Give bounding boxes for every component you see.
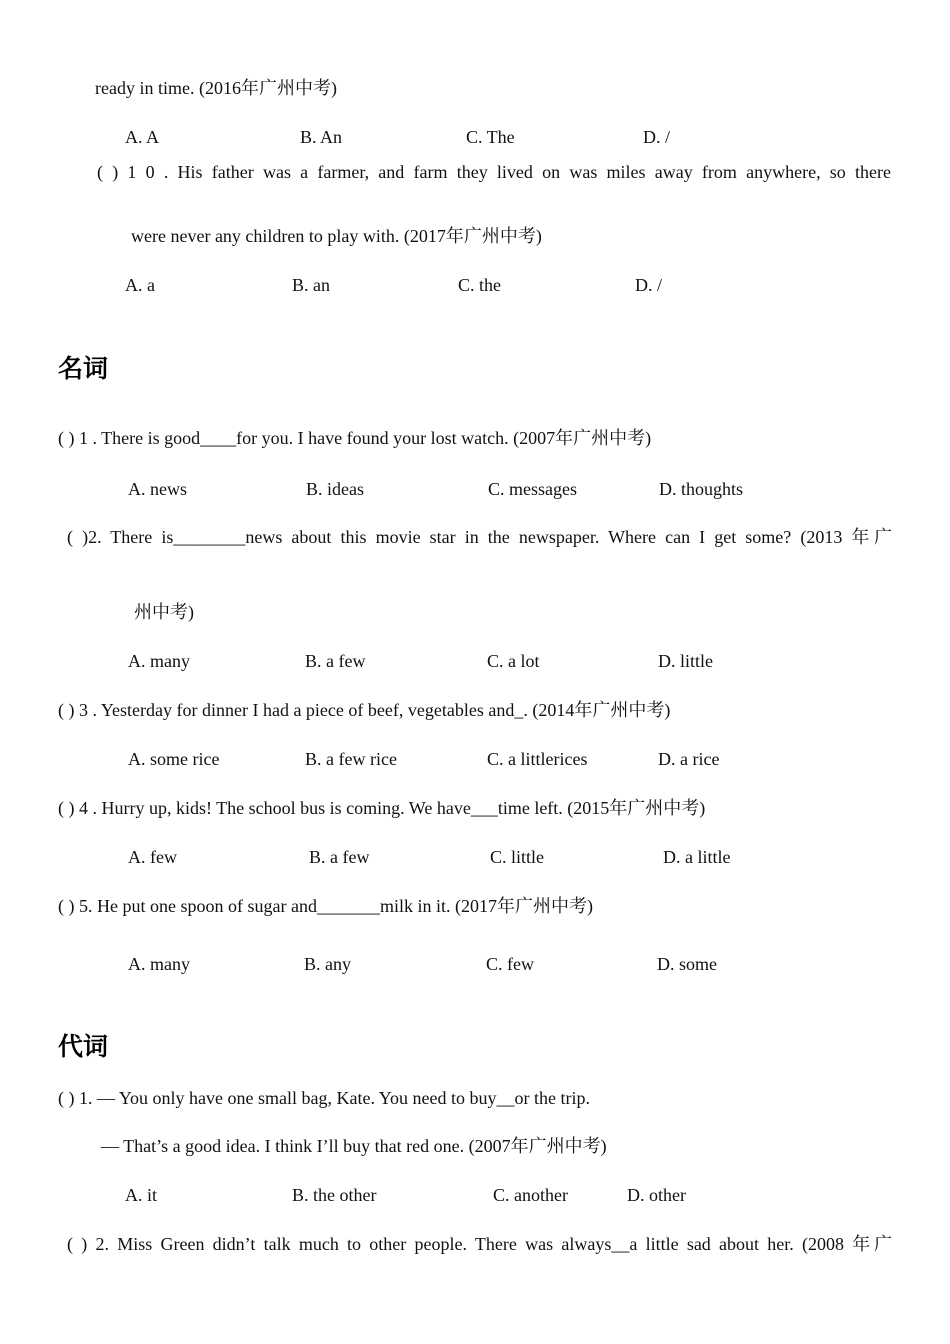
option-b: B. a few rice — [305, 749, 397, 769]
option-d: D. / — [643, 127, 670, 147]
option-c: C. few — [486, 954, 534, 974]
question-text: ( ) 2. Miss Green didn’t talk much to other people. There was always__a little sad about her. (2008 年广 — [67, 1234, 892, 1254]
option-a: A. a — [125, 275, 155, 295]
question-text: ( ) 1 0 . His father was a farmer, and farm they lived on was miles away from anywhere, so there — [97, 162, 891, 182]
option-a: A. it — [125, 1185, 158, 1205]
option-a: A. some rice — [128, 749, 220, 769]
question-text: ( ) 4 . Hurry up, kids! The school bus is coming. We have___time left. (2015年广州中考) — [58, 798, 706, 818]
option-b: B. the other — [292, 1185, 377, 1205]
option-a: A. many — [128, 651, 190, 671]
question-text: ( ) 5. He put one spoon of sugar and_______milk in it. (2017年广州中考) — [58, 896, 593, 916]
option-a: A. news — [128, 479, 187, 499]
option-a: A. few — [128, 847, 177, 867]
option-d: D. little — [658, 651, 713, 671]
question-text: ( ) 3 . Yesterday for dinner I had a piece of beef, vegetables and_. (2014年广州中考) — [58, 700, 671, 720]
option-d: D. thoughts — [659, 479, 744, 499]
option-b: B. a few — [305, 651, 366, 671]
option-a: A. A — [125, 127, 160, 147]
option-b: B. An — [300, 127, 343, 147]
option-d: D. a little — [663, 847, 731, 867]
question-text: ( ) 1 . There is good____for you. I have found your lost watch. (2007年广州中考) — [58, 428, 652, 448]
option-d: D. / — [635, 275, 662, 295]
option-c: C. another — [493, 1185, 568, 1205]
option-d: D. some — [657, 954, 717, 974]
option-a: A. many — [128, 954, 190, 974]
question-text: 州中考) — [134, 602, 194, 622]
option-c: C. little — [490, 847, 544, 867]
question-text: ready in time. (2016年广州中考) — [95, 78, 337, 98]
question-text: — That’s a good idea. I think I’ll buy that red one. (2007年广州中考) — [101, 1136, 607, 1156]
option-b: B. a few — [309, 847, 370, 867]
section-heading-pronoun: 代词 — [58, 1032, 109, 1061]
option-c: C. messages — [488, 479, 577, 499]
option-b: B. ideas — [306, 479, 364, 499]
question-text: ( )2. There is________news about this movie star in the newspaper. Where can I get some? (2013 年广 — [67, 527, 892, 547]
question-text: were never any children to play with. (2017年广州中考) — [131, 226, 542, 246]
option-b: B. any — [304, 954, 351, 974]
option-d: D. other — [627, 1185, 686, 1205]
option-c: C. The — [466, 127, 515, 147]
question-text: ( ) 1. — You only have one small bag, Kate. You need to buy__or the trip. — [58, 1088, 590, 1108]
option-d: D. a rice — [658, 749, 720, 769]
option-c: C. a littlerices — [487, 749, 588, 769]
option-b: B. an — [292, 275, 330, 295]
section-heading-noun: 名词 — [58, 354, 109, 383]
option-c: C. a lot — [487, 651, 540, 671]
option-c: C. the — [458, 275, 501, 295]
